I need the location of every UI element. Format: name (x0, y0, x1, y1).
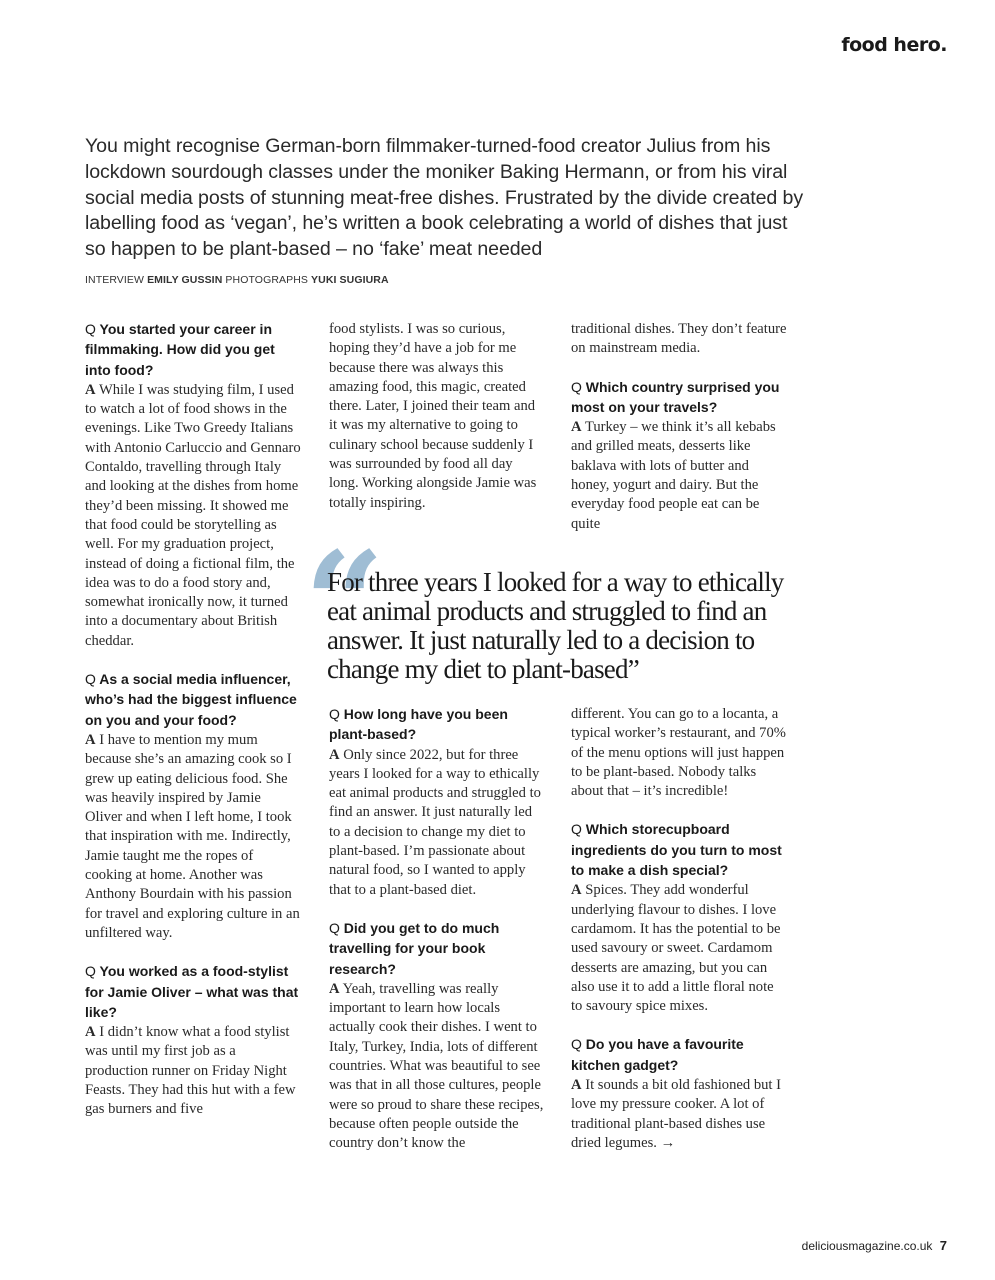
answer-text: Yeah, travelling was really important to learn how locals actually cook their dishes. I went to Italy, Turkey, India, lots of different countries. What was beautiful to see was that in all those cultures, people were so proud to share these recipes, because often people outside the country don’t know the (329, 980, 544, 1152)
pull-quote (304, 522, 808, 690)
answer-text: Only since 2022, but for three years I looked for a way to ethically eat animal products and struggled to find an answer. It just naturally led to a decision to change my diet to plant-based. I’m passionate about natural food, so I wanted to apply that to a plant-based diet. (329, 746, 541, 898)
question (329, 706, 508, 742)
a-marker: A (85, 1024, 96, 1041)
q-marker: Q (571, 1036, 582, 1053)
answer-text: I didn’t know what a food stylist was until my first job as a production runner on Friday Night Feasts. They had this hut with a few gas burners and five (85, 1024, 296, 1118)
q-marker: Q (329, 706, 340, 722)
question (329, 920, 499, 977)
standfirst: You might recognise German-born filmmaker-turned-food creator Julius from his lockdown sourdough classes under the moniker Baking Hermann, or from his viral social media posts of stunning meat-free dishes. Frustrated by the divide created by labelling food as ‘vegan’, he’s written a book celebrating a world of dishes that just so happen to be plant-based – no ‘fake’ meat needed (85, 135, 804, 261)
quote-mark-icon: “ (304, 522, 385, 686)
site-url[interactable]: deliciousmagazine.co.uk (801, 1239, 933, 1253)
a-marker: A (571, 1077, 582, 1094)
qa-block-2 (85, 670, 301, 943)
a-marker: A (571, 882, 582, 899)
question-text: You worked as a food-stylist for Jamie Oliver – what was that like? (85, 963, 299, 1020)
question-text: Which storecupboard ingredients do you turn to most to make a dish special? (571, 821, 782, 879)
question-text: How long have you been plant-based? (329, 706, 508, 743)
answer-continued: traditional dishes. They don’t feature on mainstream media. (571, 321, 787, 357)
question (85, 671, 297, 728)
qa-block-4 (329, 705, 545, 900)
answer-continued: food stylists. I was so curious, hoping they’d have a job for me because there was always this amazing food, this magic, created there. Later, I joined their team and it was my alternative to going to culinary school because suddenly I was surrounded by food all day long. Working alongside Jamie was totally inspiring. (329, 321, 537, 511)
answer-continued: different. You can go to a locanta, a typical worker’s restaurant, and 70% of the menu options will just happen to be plant-based. Nobody talks about that – it’s incredible! (571, 706, 786, 800)
q-marker: Q (571, 378, 582, 395)
column-3-top (571, 320, 787, 553)
column-2-bottom (329, 705, 545, 1173)
interview-name: EMILY GUSSIN (147, 274, 223, 286)
qa-block-1 (85, 320, 301, 651)
question-text: Did you get to do much travelling for your book research? (329, 919, 500, 977)
question-text: Which country surprised you most on your travels? (571, 378, 780, 415)
q-marker: Q (85, 671, 96, 688)
interview-label: INTERVIEW (85, 274, 145, 286)
q-marker: Q (329, 919, 340, 936)
a-marker: A (571, 419, 582, 436)
photo-name: YUKI SUGIURA (311, 274, 389, 286)
question-text: As a social media influencer, who’s had the biggest influence on you and your food? (85, 671, 297, 728)
q-marker: Q (85, 321, 96, 337)
page-number: 7 (939, 1238, 947, 1253)
a-marker: A (329, 980, 340, 997)
footer (802, 1238, 947, 1253)
photo-label: PHOTOGRAPHS (225, 274, 309, 286)
column-3-bottom (571, 705, 787, 1172)
question (85, 963, 298, 1020)
column-1 (85, 320, 301, 1139)
question (85, 321, 275, 378)
qa-block-5 (329, 919, 545, 1154)
a-marker: A (329, 746, 340, 763)
qa-block-7 (571, 820, 787, 1016)
answer-text: Spices. They add wonderful underlying flavour to dishes. I love cardamom. It has the potential to be used savoury or sweet. Cardamom desserts are amazing, but you can also use it to add a little floral note to savoury spice mixes. (571, 882, 781, 1015)
section-tag: food hero. (841, 34, 947, 56)
column-2-top (329, 320, 545, 532)
q-marker: Q (571, 821, 582, 838)
credits (85, 274, 389, 286)
question (571, 379, 779, 415)
q-marker: Q (85, 963, 96, 980)
answer-text: It sounds a bit old fashioned but I love my pressure cooker. A lot of traditional plant-based dishes use dried legumes. → (571, 1077, 781, 1151)
question-text: Do you have a favourite kitchen gadget? (571, 1036, 744, 1073)
answer-text: I have to mention my mum because she’s an amazing cook so I grew up eating delicious food. She was heavily inspired by Jamie Oliver and when I left home, I took that inspiration with me. Indirectly, Jamie taught me the ropes of cooking at home. Another was Anthony Bourdain with his passion for travel and exploring culture in an unfiltered way. (85, 731, 300, 941)
answer-text: Turkey – we think it’s all kebabs and grilled meats, desserts like baklava with lots of butter and honey, yogurt and dairy. But the everyday food people eat can be quite (571, 419, 776, 532)
a-marker: A (85, 731, 96, 748)
qa-block-3 (85, 962, 301, 1119)
qa-block-6 (571, 378, 787, 534)
question (571, 821, 782, 878)
question (571, 1036, 744, 1072)
question-text: You started your career in filmmaking. How did you get into food? (85, 321, 275, 378)
pull-quote-text: For three years I looked for a way to ethically eat animal products and struggled to find an answer. It just naturally led to a decision to change my diet to plant-based” (327, 567, 784, 684)
answer-text: While I was studying film, I used to watch a lot of food shows in the evenings. Like Two Greedy Italians with Antonio Carluccio and Gennaro Contaldo, travelling through Italy and looking at the dishes from home they’d been missing. It showed me that food could be storytelling as well. For my graduation project, instead of doing a fictional film, the idea was to do a food story and, somewhat ironically now, it turned into a documentary about British cheddar. (85, 381, 301, 649)
qa-block-8 (571, 1035, 787, 1153)
a-marker: A (85, 381, 96, 398)
